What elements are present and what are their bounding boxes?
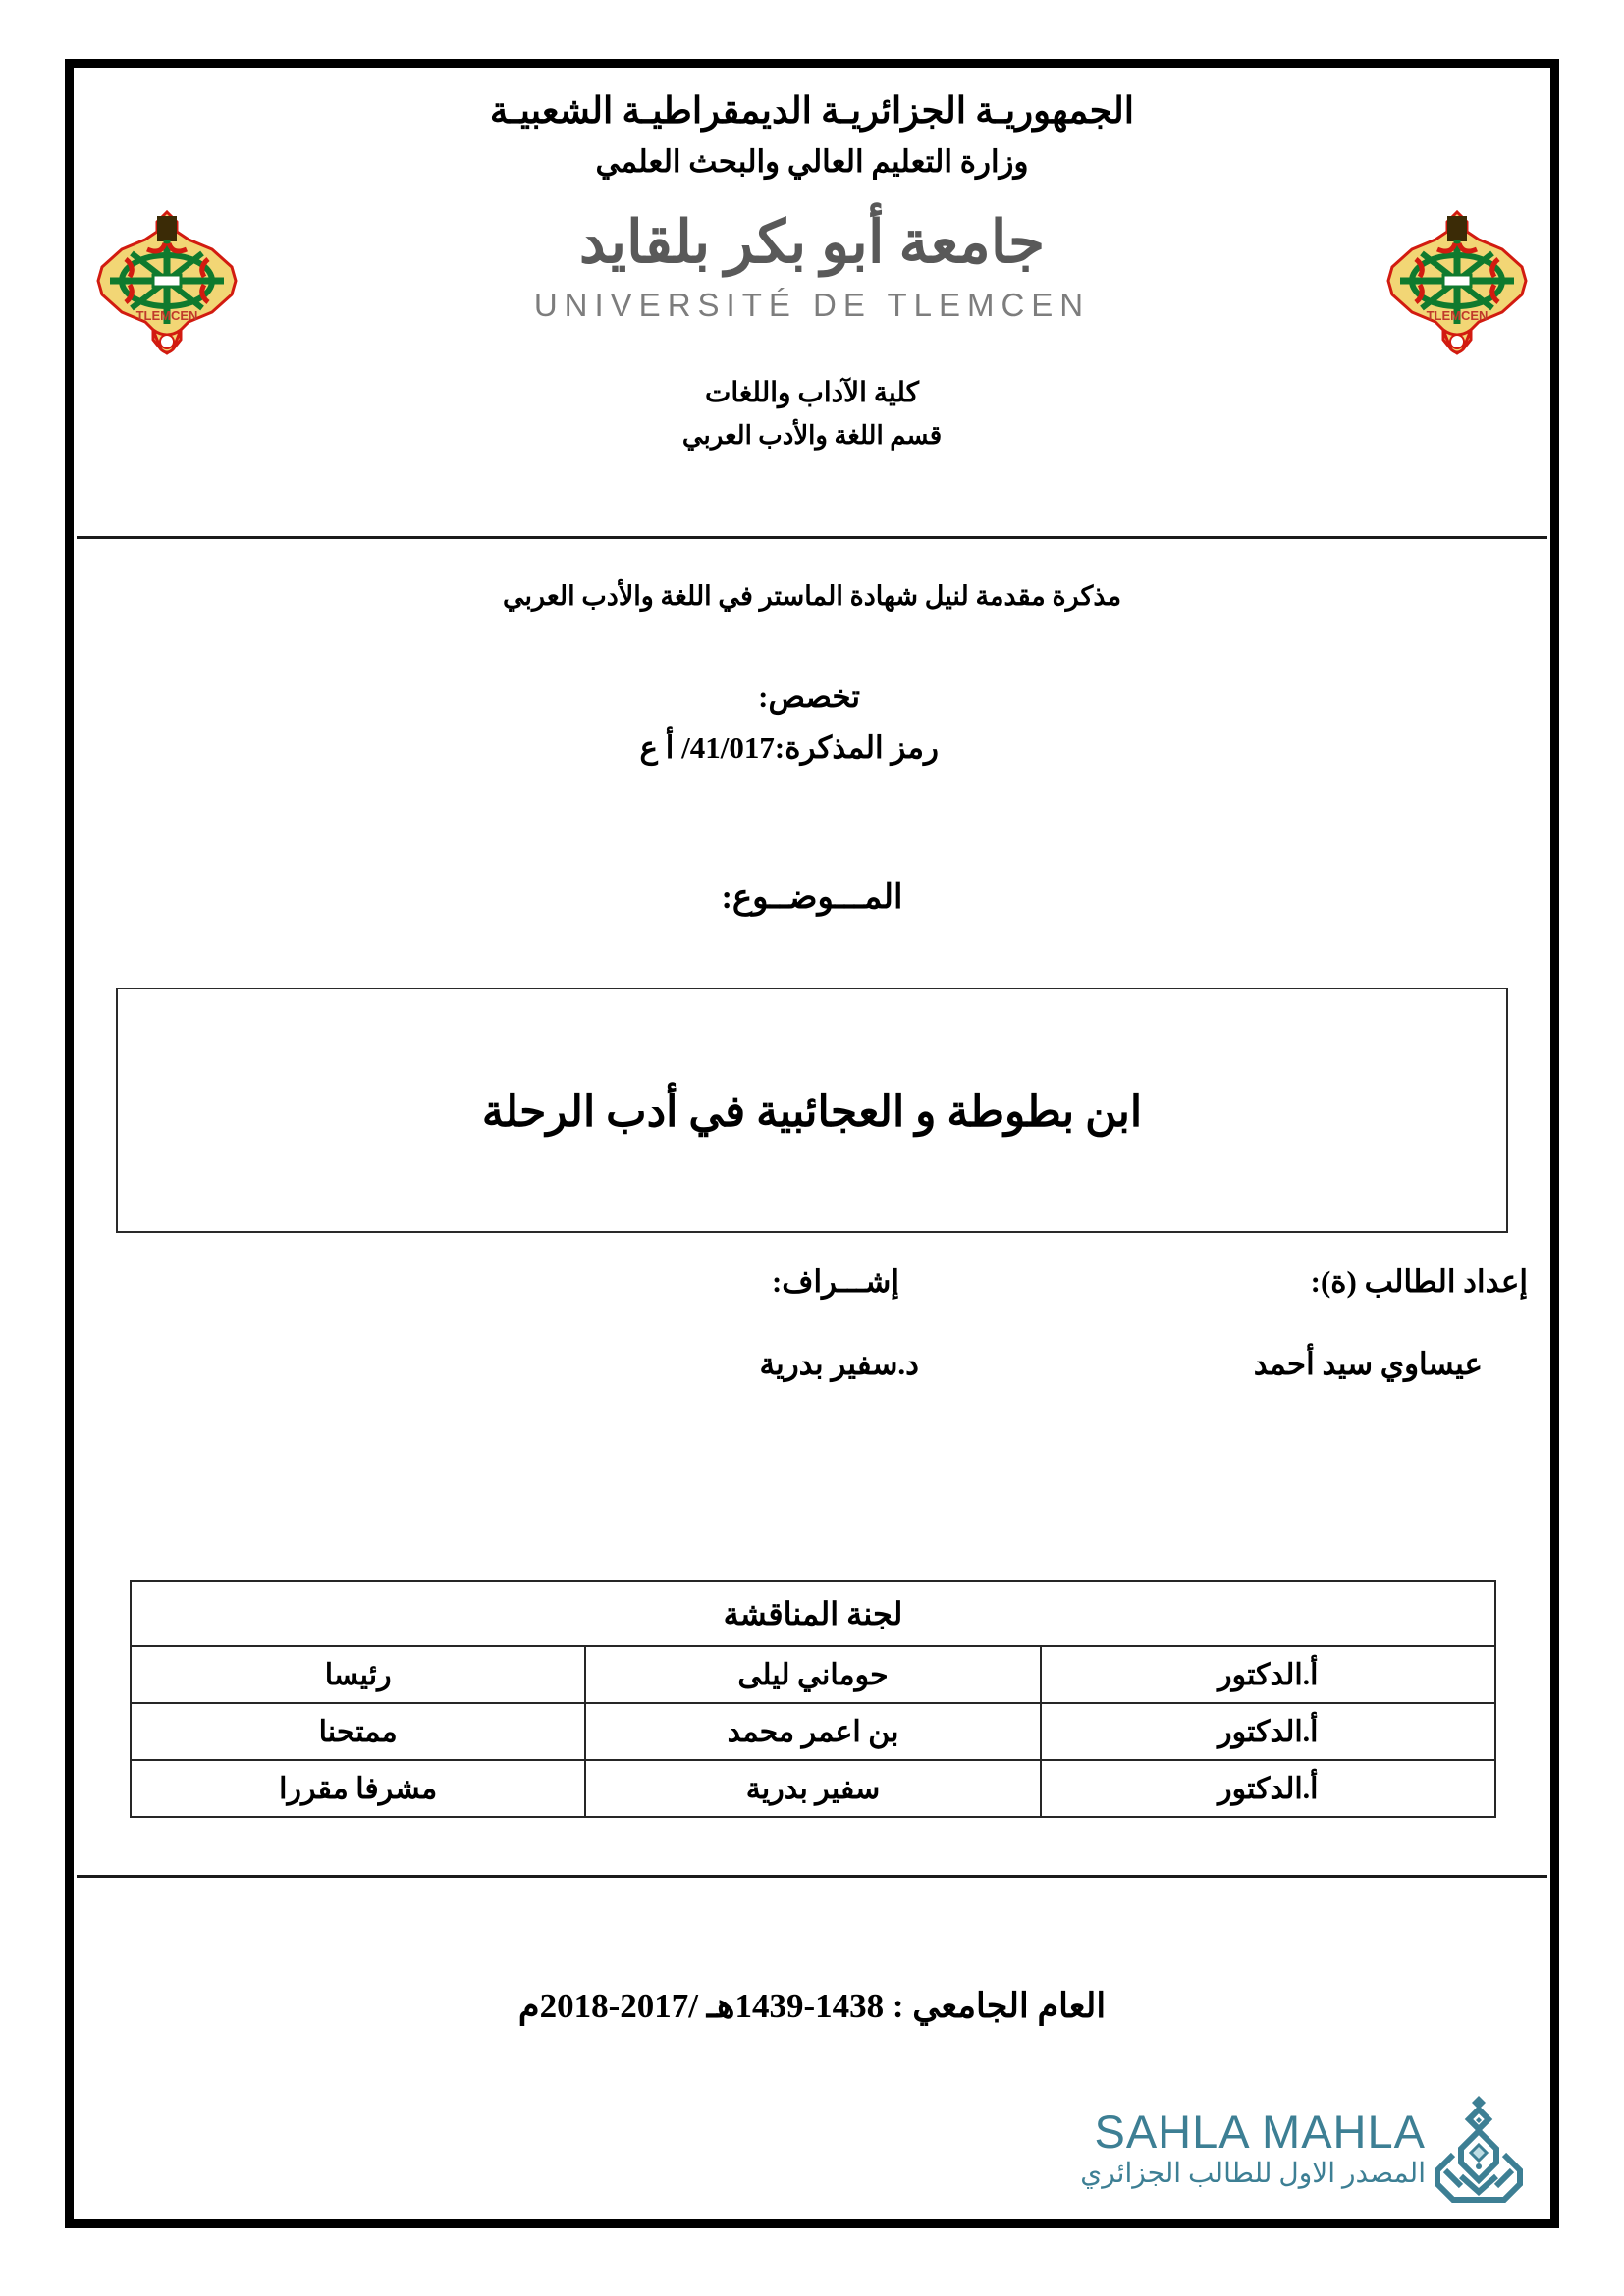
supervisor-label: إشـــراف: (771, 1264, 899, 1299)
jury-table (130, 1580, 1496, 1818)
speciality-label: تخصص: (758, 679, 860, 714)
author-name: عيساوي سيد أحمد (1253, 1347, 1483, 1381)
jury-role: رئيسا (131, 1646, 585, 1703)
table-row (131, 1760, 1495, 1817)
sahla-mahla-watermark (1080, 2091, 1526, 2207)
subject-box (116, 988, 1508, 1233)
jury-title: أ.الدكتور (1041, 1646, 1495, 1703)
svg-text:TLEMCEN: TLEMCEN (1426, 308, 1489, 323)
jury-table-header-row (131, 1581, 1495, 1646)
thesis-statement: مذكرة مقدمة لنيل شهادة الماستر في اللغة والأدب العربي (502, 581, 1122, 611)
jury-name: بن اعمر محمد (585, 1703, 1040, 1760)
page-content (77, 71, 1547, 2216)
brand-text (1080, 2108, 1426, 2190)
jury-name: سفير بدرية (585, 1760, 1040, 1817)
university-name-arabic: جامعة أبو بكر بلقايد (578, 210, 1046, 275)
academic-year: العام الجامعي : 1438-1439هـ /2017-2018م (517, 1987, 1107, 2025)
jury-title: أ.الدكتور (1041, 1760, 1495, 1817)
university-emblem-right (1382, 206, 1532, 355)
university-band (77, 200, 1547, 365)
jury-table-title: لجنة المناقشة (131, 1581, 1495, 1646)
table-row (131, 1646, 1495, 1703)
sahla-mahla-logo-icon (1432, 2094, 1526, 2204)
svg-text:TLEMCEN: TLEMCEN (135, 308, 198, 323)
table-row (131, 1703, 1495, 1760)
jury-name: حوماني ليلى (585, 1646, 1040, 1703)
divider-top (77, 536, 1547, 539)
national-heading (77, 71, 1547, 183)
jury-title: أ.الدكتور (1041, 1703, 1495, 1760)
divider-bottom (77, 1875, 1547, 1878)
university-name-french: UNIVERSITÉ DE TLEMCEN (533, 287, 1091, 323)
brand-name: SAHLA MAHLA (1094, 2106, 1426, 2159)
jury-role: ممتحنا (131, 1703, 585, 1760)
brand-tagline: المصدر الاول للطالب الجزائري (1080, 2158, 1426, 2189)
jury-role: مشرفا مقررا (131, 1760, 585, 1817)
ministry-title: وزارة التعليم العالي والبحث العلمي (595, 143, 1029, 179)
subject-label: المـــوضــوع: (721, 880, 903, 916)
country-title: الجمهوريـة الجزائريـة الديمقراطيـة الشعبيـة (489, 91, 1135, 132)
thesis-code: رمز المذكرة:41/017/ أ ع (639, 730, 939, 765)
author-label: إعداد الطالب (ة): (1310, 1264, 1528, 1299)
supervisor-name: د.سفير بدرية (759, 1347, 919, 1381)
thesis-title: ابن بطوطة و العجائبية في أدب الرحلة (481, 1088, 1143, 1136)
department-name: قسم اللغة والأدب العربي (681, 421, 943, 450)
university-emblem-left (92, 206, 242, 355)
faculty-name: كلية الآداب واللغات (705, 378, 919, 408)
